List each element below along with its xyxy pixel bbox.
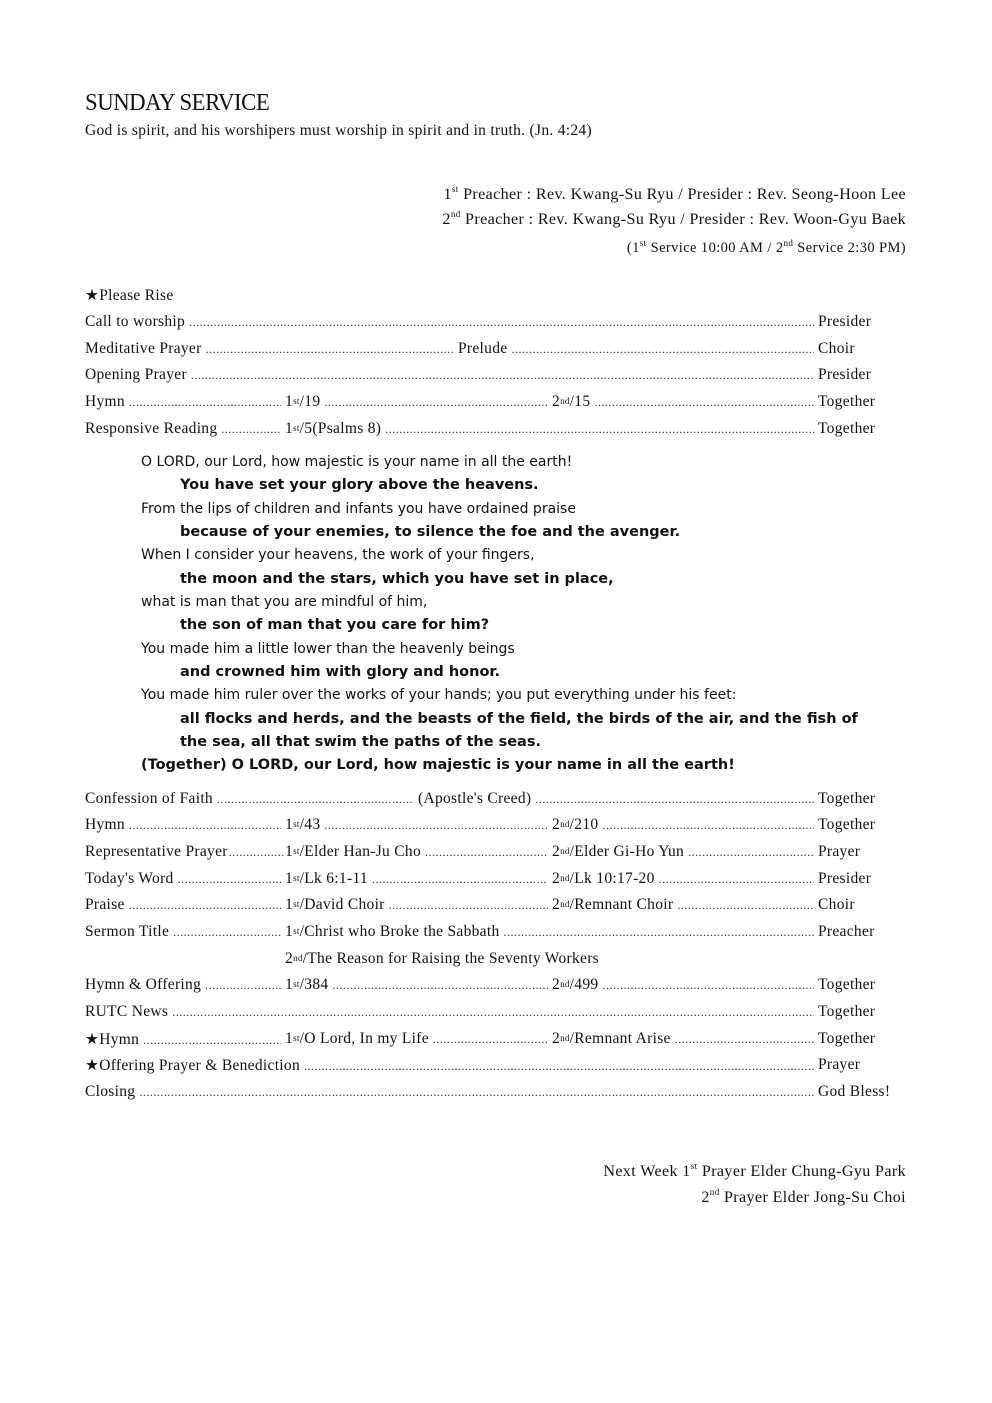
leader-dots: [675, 1032, 814, 1047]
reading-people-line: all flocks and herds, and the beasts of the field, the birds of the air, and the fish of: [180, 711, 858, 727]
leader-dots: [191, 368, 814, 383]
first-service-value: Lk 6:1-11: [304, 870, 368, 887]
next-week-text: Prayer Elder Chung-Gyu Park: [697, 1163, 906, 1180]
page-title: SUNDAY SERVICE: [85, 90, 270, 116]
ordinal: 1: [285, 843, 294, 860]
second-service-value: Lk 10:17-20: [574, 870, 655, 887]
theme-verse: God is spirit, and his worshipers must worship in spirit and in truth. (Jn. 4:24): [85, 122, 592, 139]
second-service-value: 210: [574, 816, 599, 833]
ordinal-suffix: nd: [560, 873, 570, 883]
item-role: Together: [818, 816, 876, 833]
second-service-value: 499: [574, 976, 599, 993]
item-role: Together: [818, 393, 876, 410]
slash: /: [569, 1030, 575, 1047]
leader-dots: [535, 792, 814, 807]
order-item-opening-prayer: [85, 366, 906, 390]
leader-dots: [178, 872, 281, 887]
reading-leader-line: what is man that you are mindful of him,: [141, 594, 428, 610]
item-role: Together: [818, 420, 876, 437]
ordinal-suffix: st: [293, 926, 300, 936]
slash: /: [299, 843, 305, 860]
next-week-text: Prayer Elder Jong-Su Choi: [719, 1189, 906, 1206]
slash: /: [299, 896, 305, 913]
order-item-responsive-reading: [85, 420, 906, 444]
ordinal: 1: [285, 816, 294, 833]
ordinal-suffix: st: [293, 873, 300, 883]
slash: /: [299, 393, 305, 410]
item-label: Responsive Reading: [85, 420, 218, 437]
item-label: Meditative Prayer: [85, 340, 202, 357]
ordinal-suffix: st: [293, 1033, 300, 1043]
ordinal-suffix: st: [293, 899, 300, 909]
slash: /: [569, 896, 575, 913]
reading-people-line: because of your enemies, to silence the foe and the avenger.: [180, 524, 681, 540]
slash: /: [569, 843, 575, 860]
leader-dots: [205, 978, 281, 993]
ordinal-suffix: nd: [560, 1033, 570, 1043]
item-label: Representative Prayer: [85, 843, 228, 860]
leader-dots: [594, 395, 814, 410]
item-label: Confession of Faith: [85, 790, 213, 807]
leader-dots: [602, 818, 814, 833]
leader-dots: [504, 925, 814, 940]
ordinal-suffix: st: [293, 396, 300, 406]
order-item-call-to-worship: [85, 313, 906, 337]
item-label: Today's Word: [85, 870, 174, 887]
next-week-prayer-2: [701, 1189, 906, 1207]
leader-dots: [189, 315, 814, 330]
order-item-confession-of-faith: [85, 790, 906, 814]
ordinal-suffix: nd: [783, 238, 794, 248]
item-role: Presider: [818, 366, 872, 383]
ordinal: 2: [552, 870, 561, 887]
leader-dots: [217, 792, 414, 807]
ordinal-suffix: nd: [450, 209, 461, 219]
ordinal: 2: [552, 393, 561, 410]
item-label: ★Hymn: [85, 1031, 140, 1048]
leader-dots: [143, 1033, 281, 1048]
ordinal: 1: [285, 976, 294, 993]
order-item-offering-prayer-benediction: [85, 1056, 906, 1080]
item-label: Call to worship: [85, 313, 186, 330]
next-week-text: 2: [701, 1189, 710, 1206]
please-rise: [85, 286, 906, 310]
reading-people-line: the son of man that you care for him?: [180, 617, 490, 633]
item-role: Together: [818, 790, 876, 807]
leader-dots: [385, 422, 814, 437]
ordinal: 2: [552, 896, 561, 913]
ordinal: 1: [285, 393, 294, 410]
item-role: Choir: [818, 896, 855, 913]
ordinal: 1: [285, 896, 294, 913]
item-role: Together: [818, 976, 876, 993]
service-times: [627, 240, 906, 257]
slash: /: [569, 976, 575, 993]
leader-dots: [129, 395, 281, 410]
slash: /: [569, 393, 575, 410]
time-text: Service 10:00 AM / 2: [646, 240, 784, 256]
leader-dots: [304, 1059, 814, 1074]
item-label: ★Offering Prayer & Benediction: [85, 1057, 301, 1074]
reading-leader-line: When I consider your heavens, the work of your fingers,: [141, 547, 535, 563]
item-label: Hymn: [85, 816, 125, 833]
ordinal: 2: [442, 211, 451, 228]
ordinal-suffix: st: [293, 979, 300, 989]
ordinal: 1: [285, 923, 294, 940]
leader-dots: [324, 395, 548, 410]
first-service-value: O Lord, In my Life: [304, 1030, 429, 1047]
order-item-closing-hymn: [85, 1030, 906, 1054]
leader-dots: [511, 342, 814, 357]
ordinal-suffix: nd: [560, 979, 570, 989]
item-label: Hymn & Offering: [85, 976, 202, 993]
second-service-value: 15: [574, 393, 591, 410]
order-item-rutc-news: [85, 1003, 906, 1027]
leader-dots: [372, 872, 548, 887]
order-item-praise: [85, 896, 906, 920]
leader-dots: [173, 925, 281, 940]
item-role: God Bless!: [818, 1083, 891, 1100]
leader-dots: [602, 978, 814, 993]
reading-people-line: the moon and the stars, which you have set in place,: [180, 571, 614, 587]
item-middle: Prelude: [458, 340, 508, 357]
ordinal-suffix: st: [639, 238, 647, 248]
ordinal: 1: [285, 1030, 294, 1047]
item-role: Preacher: [818, 923, 875, 940]
ordinal-suffix: nd: [560, 819, 570, 829]
preacher-text: Preacher : Rev. Kwang-Su Ryu / Presider : Rev. Woon-Gyu Baek: [460, 211, 906, 228]
ordinal: 2: [552, 843, 561, 860]
slash: /: [299, 420, 305, 437]
item-role: Together: [818, 1003, 876, 1020]
item-label: Praise: [85, 896, 125, 913]
item-label: Closing: [85, 1083, 136, 1100]
order-item-hymn-offering: [85, 976, 906, 1000]
reading-leader-line: From the lips of children and infants you have ordained praise: [141, 501, 576, 517]
second-service-value: Elder Gi-Ho Yun: [574, 843, 685, 860]
ordinal: 1: [285, 420, 294, 437]
item-role: Presider: [818, 313, 872, 330]
next-week-prayer-1: [603, 1163, 906, 1181]
item-label: RUTC News: [85, 1003, 169, 1020]
slash: /: [569, 816, 575, 833]
reading-leader-line: You made him ruler over the works of your hands; you put everything under his feet:: [141, 687, 737, 703]
reading-people-line: the sea, all that swim the paths of the seas.: [180, 734, 541, 750]
leader-dots: [129, 818, 281, 833]
second-service-value: Remnant Choir: [574, 896, 674, 913]
first-service-value: David Choir: [304, 896, 385, 913]
item-label: Hymn: [85, 393, 125, 410]
time-text: Service 2:30 PM): [793, 240, 906, 256]
order-item-hymn: [85, 393, 906, 417]
ordinal: 2: [552, 976, 561, 993]
first-service-value: 19: [304, 393, 321, 410]
reading-leader-line: O LORD, our Lord, how majestic is your name in all the earth!: [141, 454, 573, 470]
item-middle: (Apostle's Creed): [418, 790, 532, 807]
leader-dots: [659, 872, 814, 887]
slash: /: [299, 870, 305, 887]
leader-dots: [433, 1032, 548, 1047]
leader-dots: [172, 1005, 814, 1020]
ordinal-suffix: st: [293, 819, 300, 829]
ordinal-suffix: st: [451, 184, 459, 194]
reading-leader-line: You made him a little lower than the heavenly beings: [141, 641, 515, 657]
ordinal: 1: [443, 186, 452, 203]
leader-dots: [206, 342, 454, 357]
first-service-value: 5(Psalms 8): [304, 420, 382, 437]
second-service-value: Remnant Arise: [574, 1030, 671, 1047]
first-service-value: 43: [304, 816, 321, 833]
ordinal-suffix: st: [690, 1161, 698, 1171]
leader-dots: [425, 845, 548, 860]
slash: /: [302, 950, 308, 967]
order-item-closing: [85, 1083, 906, 1107]
order-item-sermon-title: [85, 923, 906, 947]
slash: /: [299, 816, 305, 833]
please-rise-label: ★Please Rise: [85, 287, 174, 304]
order-item-meditative-prayer: [85, 340, 906, 364]
slash: /: [299, 1030, 305, 1047]
first-service-value: 384: [304, 976, 329, 993]
item-role: Presider: [818, 870, 872, 887]
reading-people-line: You have set your glory above the heavens.: [180, 477, 539, 493]
item-role: Prayer: [818, 1056, 861, 1073]
ordinal-suffix: nd: [293, 953, 303, 963]
item-label: Opening Prayer: [85, 366, 187, 383]
leader-dots: [677, 898, 814, 913]
next-week-text: Next Week 1: [603, 1163, 691, 1180]
ordinal: 2: [552, 1030, 561, 1047]
leader-dots: [221, 422, 281, 437]
sermon-title-second-service: [85, 950, 906, 974]
first-service-value: Elder Han-Ju Cho: [304, 843, 422, 860]
order-item-hymn-2: [85, 816, 906, 840]
slash: /: [299, 976, 305, 993]
ordinal-suffix: nd: [560, 846, 570, 856]
order-item-todays-word: [85, 870, 906, 894]
ordinal-suffix: st: [293, 423, 300, 433]
ordinal-suffix: nd: [560, 396, 570, 406]
ordinal: 2: [552, 816, 561, 833]
leader-dots: [129, 898, 281, 913]
slash: /: [299, 923, 305, 940]
item-label: Sermon Title: [85, 923, 170, 940]
leader-dots: [332, 978, 548, 993]
item-role: Together: [818, 1030, 876, 1047]
order-item-representative-prayer: [85, 843, 906, 867]
leader-dots: [389, 898, 548, 913]
leader-dots: [139, 1085, 814, 1100]
ordinal: 2: [285, 950, 294, 967]
preacher-line-2: [442, 211, 906, 229]
ordinal-suffix: st: [293, 846, 300, 856]
item-role: Choir: [818, 340, 855, 357]
first-service-value: Christ who Broke the Sabbath: [304, 923, 500, 940]
reading-people-line: and crowned him with glory and honor.: [180, 664, 500, 680]
second-service-value: The Reason for Raising the Seventy Workers: [307, 950, 600, 967]
ordinal-suffix: nd: [560, 899, 570, 909]
leader-dots: [229, 845, 285, 860]
preacher-text: Preacher : Rev. Kwang-Su Ryu / Presider : Rev. Seong-Hoon Lee: [458, 186, 906, 203]
ordinal: 1: [285, 870, 294, 887]
slash: /: [569, 870, 575, 887]
ordinal-suffix: nd: [709, 1187, 720, 1197]
item-role: Prayer: [818, 843, 861, 860]
reading-together-line: (Together) O LORD, our Lord, how majestic is your name in all the earth!: [141, 757, 735, 773]
time-text: (1: [626, 240, 640, 256]
leader-dots: [324, 818, 548, 833]
preacher-line-1: [443, 186, 906, 204]
leader-dots: [688, 845, 814, 860]
